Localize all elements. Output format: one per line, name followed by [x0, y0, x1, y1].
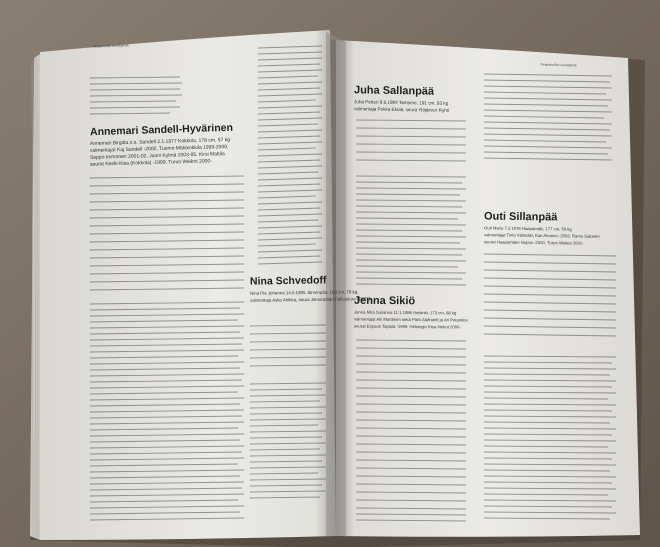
athlete-bio-line: valmentajat Timo Välimäki, Kari Ahonen -2003, Ramu Salonen: [483, 232, 600, 239]
right-page: [336, 40, 640, 537]
athlete-name-heading: Nina Schvedoff: [249, 274, 327, 288]
right-running-head: Yleisurheilun ennätyksiä: [539, 62, 577, 68]
athlete-name-heading: Outi Sillanpää: [483, 210, 558, 224]
athlete-bio-line: seurat Espoon Tapiola -1999, Helsingin Kisa-Veikot 2000-: [353, 323, 461, 330]
athlete-bio-line: valmentaja Asko Airikka, seura Järvenpään Palloseura (JäPS): [249, 296, 371, 303]
athlete-bio-line: valmentajat Aki Marttinen sekä Päivi Alafrantti ja Ari Potandev: [353, 316, 468, 323]
athlete-bio-line: Nina Pia Johanna 14.5.1985 Järvenpää, 169 cm, 78 kg,: [249, 289, 359, 296]
gutter-shadow: [326, 32, 346, 536]
athlete-bio-line: seurat Keski-Kisa (Kokkola) -1999, Turun Weikot 2000-: [89, 158, 212, 168]
athlete-bio-line: Juha Petteri 8.6.1984 Tampere, 191 cm, 83 kg: [353, 99, 449, 106]
athlete-bio-line: seurat Haapamäen Nopsa -2000, Turun Weikot 2001-: [483, 239, 584, 246]
athlete-bio-line: Outi Maria 7.2.1976 Haapamäki, 177 cm, 56 kg: [483, 225, 572, 232]
athlete-bio-line: Annemari Birgitta o.s. Sandell 2.1.1977 Kokkola, 178 cm, 57 kg: [89, 137, 231, 147]
athlete-name-heading: Annemari Sandell-Hyvärinen: [89, 121, 234, 139]
left-running-head: Yleisurheilun ennätyksiä: [91, 43, 129, 49]
athlete-bio-line: valmentaja Pekka Ekola, seura Ylöjärven Ryhti: [353, 106, 450, 113]
athlete-bio-line: Seppo Immonen 2001-02, Juoni Kylmä 2003-05, Kirsi Mattila: [89, 151, 225, 161]
athlete-name-heading: Juha Sallanpää: [353, 84, 435, 98]
athlete-bio-line: Jenna Mira Susanna 11.1.1986 Helsinki, 173 cm, 68 kg: [353, 309, 457, 316]
athlete-bio-line: valmentajat Kaj Sandell -2000, Tuomo Mäkikokkila 1999-2000,: [89, 144, 229, 154]
athlete-name-heading: Jenna Sikiö: [353, 294, 416, 308]
